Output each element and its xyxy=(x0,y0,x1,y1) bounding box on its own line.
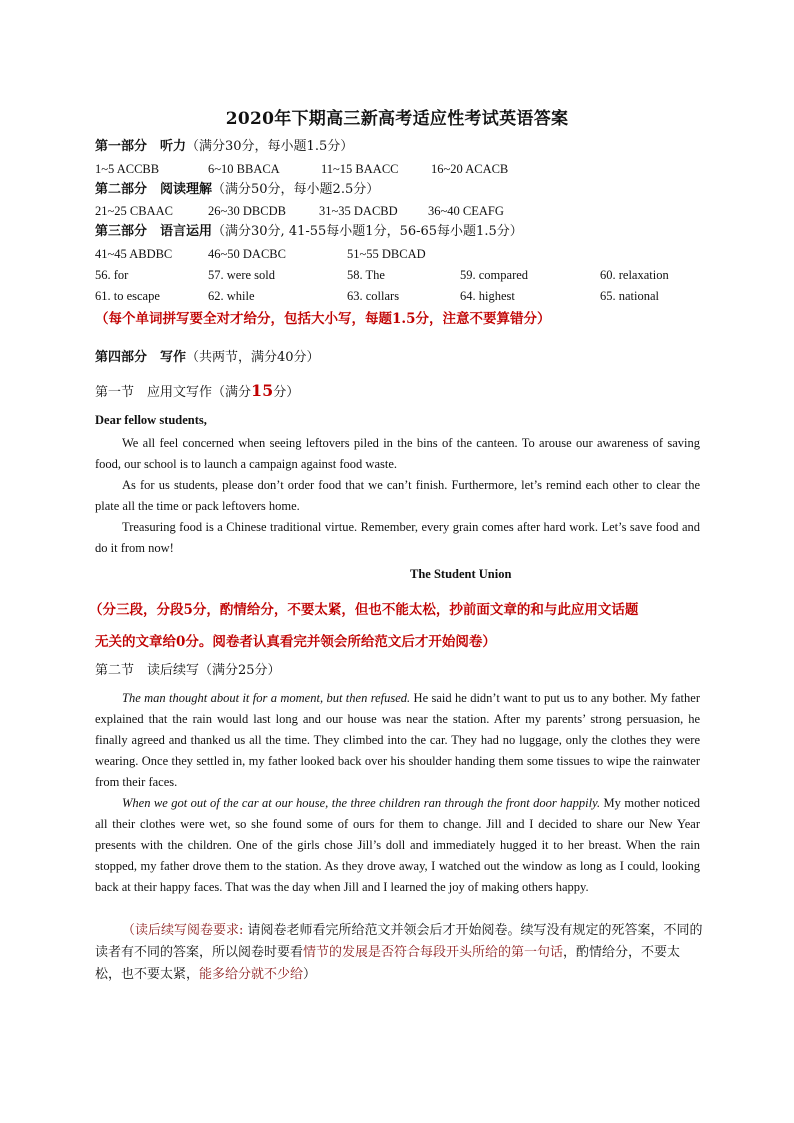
part3-answer-57: 57. were sold xyxy=(208,268,275,282)
section1-heading-pre: 第一节 应用文写作（满分 xyxy=(95,385,252,400)
part3-answer-59: 59. compared xyxy=(460,268,529,282)
grading-note-close: ） xyxy=(303,967,317,982)
grading-note-text-2: ，酌情给分，不要太松，也不要太紧， xyxy=(95,945,681,982)
story-p1-opening: The man thought about it for a moment, but then refused. xyxy=(122,691,411,705)
part4-heading: 第四部分 写作 xyxy=(95,350,187,365)
page-title: 2020年下期高三新高考适应性考试英语答案 xyxy=(225,109,569,129)
part3-answer-65: 65. national xyxy=(600,289,660,303)
part3-answer-60: 60. relaxation xyxy=(600,268,669,282)
part2-heading: 第二部分 阅读理解 xyxy=(95,182,213,197)
section1-grading-note-line2: 无关的文章给0分。阅卷者认真看完并领会所给范文后才开始阅卷） xyxy=(95,634,496,650)
part3-heading: 第三部分 语言运用 xyxy=(95,224,213,239)
part3-answer-63: 63. collars xyxy=(347,289,400,303)
story-paragraph-1 xyxy=(95,688,700,793)
part3-answer-62: 62. while xyxy=(208,289,255,303)
part1-answer-3: 11~15 BAACC xyxy=(321,162,399,176)
part1-note: （满分30分，每小题1.5分） xyxy=(186,139,354,154)
part3-answer-2: 46~50 DACBC xyxy=(208,247,286,261)
part3-answer-61: 61. to escape xyxy=(95,289,160,303)
part2-answer-4: 36~40 CEAFG xyxy=(428,204,504,218)
grading-note-emphasis-2: 能多给分就不少给 xyxy=(199,967,304,982)
grading-note-emphasis: 情节的发展是否符合每段开头所给的第一句话 xyxy=(303,945,564,960)
story-p1-text: He said he didn’t want to put us to any bother. My father explained that the rain would last long and our house was near the station. After my parents’ strong persuasion, he finally agreed and thanked us all the time. They climbed into the car. They had no luggage, only the clothes they were wearing. Once they settled in, my father looked back over his shoulder handing them some tissues to wipe the rainwater from their faces. xyxy=(95,691,700,789)
part4-header xyxy=(95,349,320,367)
section2-heading: 第二节 读后续写（满分25分） xyxy=(95,663,281,678)
letter-paragraph: We all feel concerned when seeing leftovers piled in the bins of the canteen. To arouse our awareness of saving food, our school is to launch a campaign against food waste. xyxy=(95,436,700,471)
part2-note: （满分50分，每小题2.5分） xyxy=(212,182,380,197)
part2-answer-1: 21~25 CBAAC xyxy=(95,204,173,218)
section1-score: 15 xyxy=(251,381,274,400)
letter-paragraph: Treasuring food is a Chinese traditional virtue. Remember, every grain comes after hard work. Let’s save food and do it from now! xyxy=(95,520,700,555)
story-p2-opening: When we got out of the car at our house, the three children ran through the front door happily. xyxy=(122,796,601,810)
part3-note: （满分30分, 41-55每小题1分，56-65每小题1.5分） xyxy=(212,224,523,239)
part4-note: （共两节，满分40分） xyxy=(186,350,320,365)
continuation-grading-note xyxy=(95,920,705,986)
story-p2-text: My mother noticed all their clothes were wet, so she found some of ours for them to change. Jill and I decided to share our New Year presents with the children. One of the girls chose Jill’s doll and immediately hugged it to her breast. When the rain stopped, my father drove them to the station. As they drove away, I watched out the window as long as I could, looking back at their happy faces. That was the day when Jill and I learned the joy of making others happy. xyxy=(95,796,700,894)
section1-heading-post: 分） xyxy=(273,385,300,400)
story-paragraph-2 xyxy=(95,793,700,898)
letter-paragraph: As for us students, please don’t order food that we can’t finish. Furthermore, let’s remind each other to clear the plate all the time or pack leftovers home. xyxy=(95,478,700,513)
letter-greeting: Dear fellow students, xyxy=(95,413,207,427)
section1-header xyxy=(95,382,299,402)
part1-answer-2: 6~10 BBACA xyxy=(208,162,280,176)
part1-header xyxy=(95,138,353,156)
part3-answer-1: 41~45 ABDBC xyxy=(95,247,173,261)
grading-note-label: （读后续写阅卷要求: xyxy=(122,923,244,938)
grading-note-text: 请阅卷老师看完所给范文并领会后才开始阅卷。续写没有规定的死答案，不同的读者有不同的答案，所以阅卷时要看 xyxy=(95,923,703,960)
letter-body xyxy=(95,433,700,559)
section1-grading-note-line1: （分三段，分段5分，酌情给分，不要太紧，但也不能太松，抄前面文章的和与此应用文话题 xyxy=(89,602,639,618)
part2-header xyxy=(95,181,379,199)
story-body xyxy=(95,688,700,898)
part3-grading-note: （每个单词拼写要全对才给分，包括大小写，每题1.5分，注意不要算错分） xyxy=(95,311,551,327)
part3-answer-3: 51~55 DBCAD xyxy=(347,247,426,261)
part3-answer-56: 56. for xyxy=(95,268,129,282)
part3-header xyxy=(95,223,523,241)
part2-answer-3: 31~35 DACBD xyxy=(319,204,398,218)
part3-answer-64: 64. highest xyxy=(460,289,515,303)
part2-answer-2: 26~30 DBCDB xyxy=(208,204,286,218)
part1-answer-4: 16~20 ACACB xyxy=(431,162,509,176)
part1-answer-1: 1~5 ACCBB xyxy=(95,162,160,176)
part1-heading: 第一部分 听力 xyxy=(95,139,187,154)
part3-answer-58: 58. The xyxy=(347,268,385,282)
letter-signature: The Student Union xyxy=(410,567,512,581)
